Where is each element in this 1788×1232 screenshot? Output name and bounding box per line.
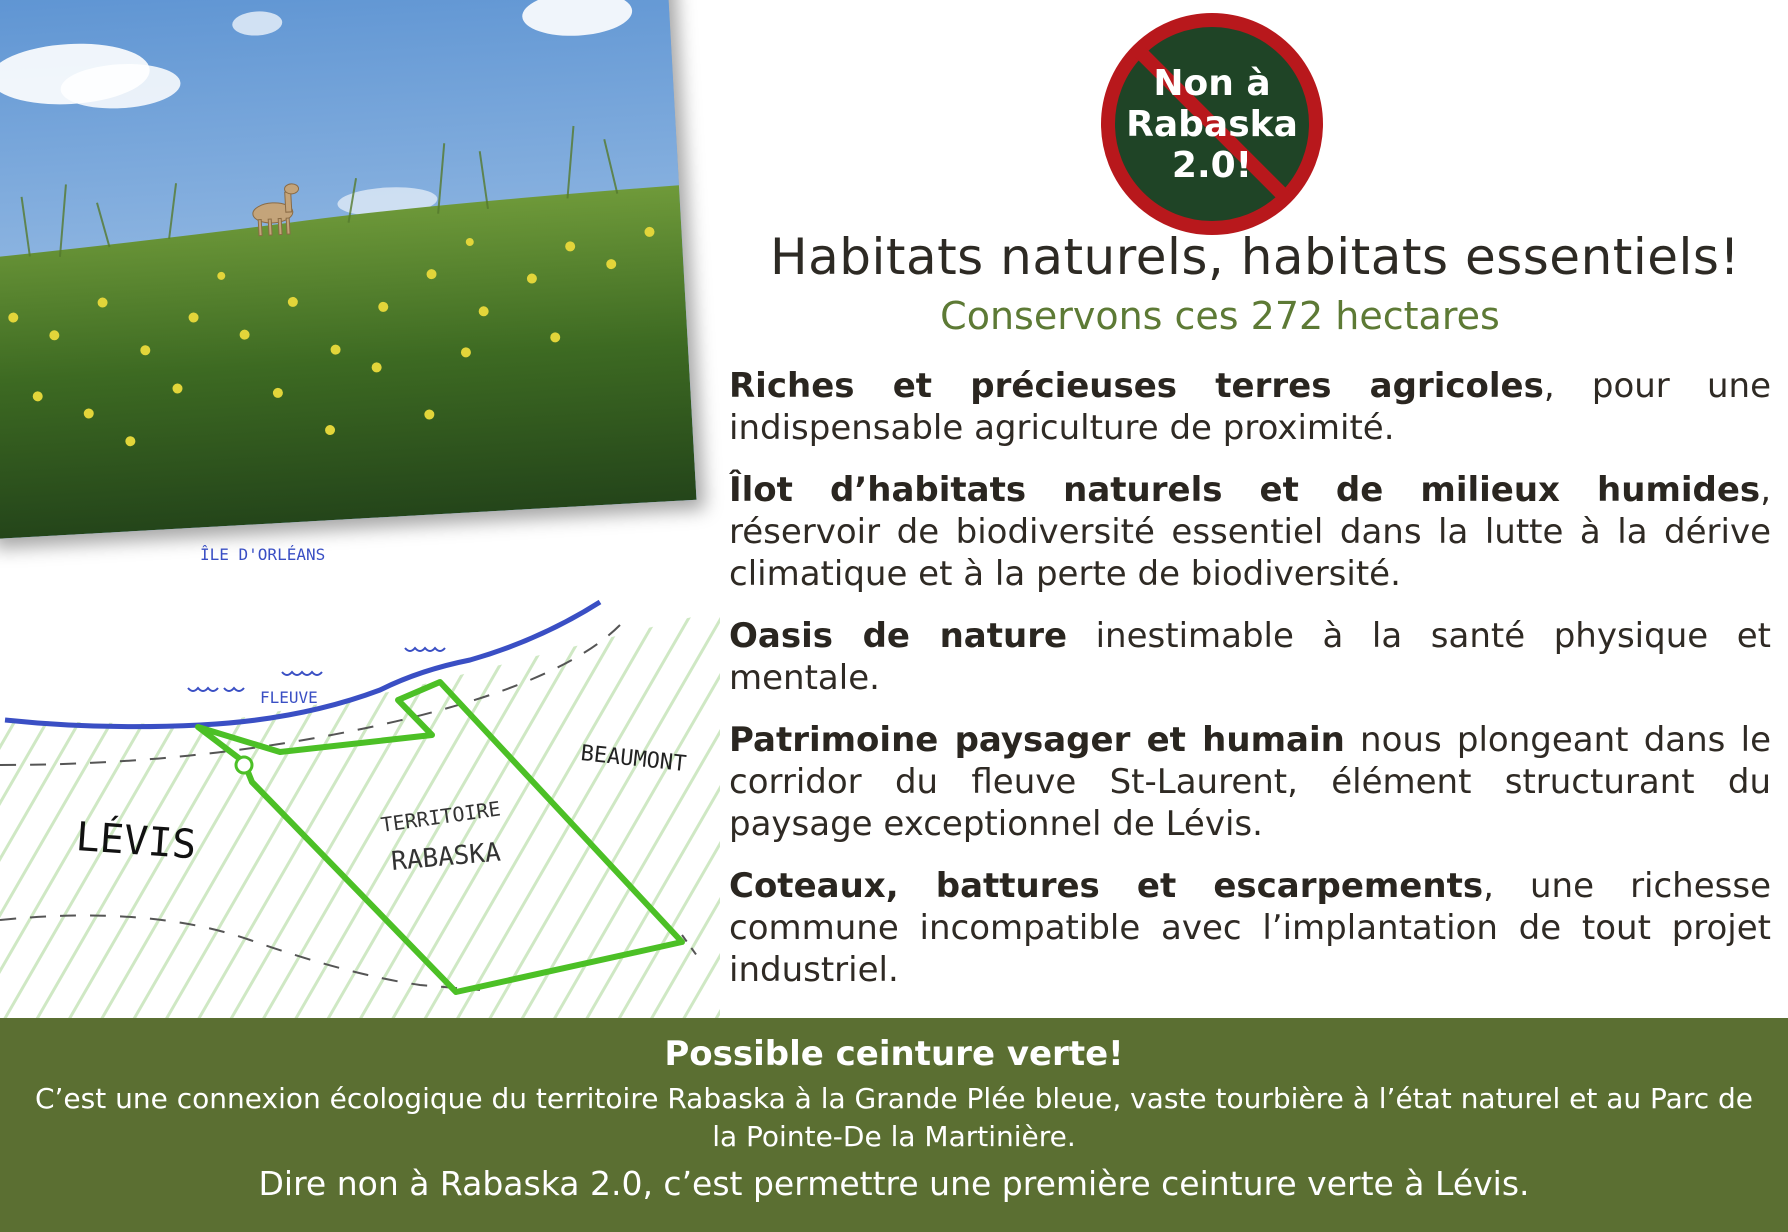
- paragraph-bold: Îlot d’habitats naturels et de milieux humides: [729, 470, 1761, 510]
- label-fleuve: FLEUVE: [260, 688, 318, 707]
- deer-field-photo: [0, 0, 697, 539]
- label-rabaska: RABASKA: [389, 837, 502, 877]
- label-levis: LÉVIS: [74, 814, 198, 869]
- page-title: Habitats naturels, habitats essentiels!: [769, 228, 1741, 286]
- page-subtitle: Conservons ces 272 hectares: [940, 294, 1500, 338]
- paragraph-text: , une richesse commune incompatible avec l’implantation de tout projet industriel.: [729, 866, 1771, 990]
- paragraph-bold: Patrimoine paysager et humain: [729, 720, 1345, 760]
- paragraph-text: inestimable à la santé physique et mentale.: [729, 616, 1771, 698]
- paragraph-text: nous plongeant dans le corridor du fleuve St-Laurent, élément structurant du paysage exceptionnel de Lévis.: [729, 720, 1771, 844]
- label-ile-orleans: ÎLE D'ORLÉANS: [200, 545, 326, 564]
- non-a-rabaska-badge: [1100, 12, 1324, 236]
- paragraph-oasis: [729, 615, 1771, 699]
- paragraph-bold: Coteaux, battures et escarpements: [729, 866, 1484, 906]
- paragraph-habitats: [729, 469, 1771, 595]
- paragraph-text: , réservoir de biodiversité essentiel dans la lutte à la dérive climatique et à la perte de biodiversité.: [729, 470, 1771, 594]
- footer-callout: Dire non à Rabaska 2.0, c’est permettre une première ceinture verte à Lévis.: [258, 1164, 1530, 1203]
- badge-line-2: Rabaska: [1126, 103, 1298, 145]
- footer-title: Possible ceinture verte!: [664, 1034, 1124, 1074]
- paragraph-bold: Riches et précieuses terres agricoles: [729, 366, 1544, 406]
- arguments-list: [729, 365, 1771, 1011]
- footer-body: C’est une connexion écologique du territoire Rabaska à la Grande Plée bleue, vaste tourbière à l’état naturel et au Parc de la Pointe-De la Martinière.: [34, 1082, 1754, 1153]
- paragraph-agricoles: [729, 365, 1771, 449]
- footer-banner: [0, 1018, 1788, 1232]
- rabaska-map: [0, 520, 720, 1020]
- map-waves: [188, 648, 445, 691]
- badge-line-3: 2.0!: [1171, 144, 1253, 186]
- paragraph-text: , pour une indispensable agriculture de proximité.: [729, 366, 1771, 448]
- badge-line-1: Non à: [1153, 62, 1271, 104]
- paragraph-patrimoine: [729, 719, 1771, 845]
- paragraph-bold: Oasis de nature: [729, 616, 1068, 656]
- label-territoire: TERRITOIRE: [379, 796, 502, 837]
- paragraph-coteaux: [729, 865, 1771, 991]
- label-beaumont: BEAUMONT: [579, 741, 688, 778]
